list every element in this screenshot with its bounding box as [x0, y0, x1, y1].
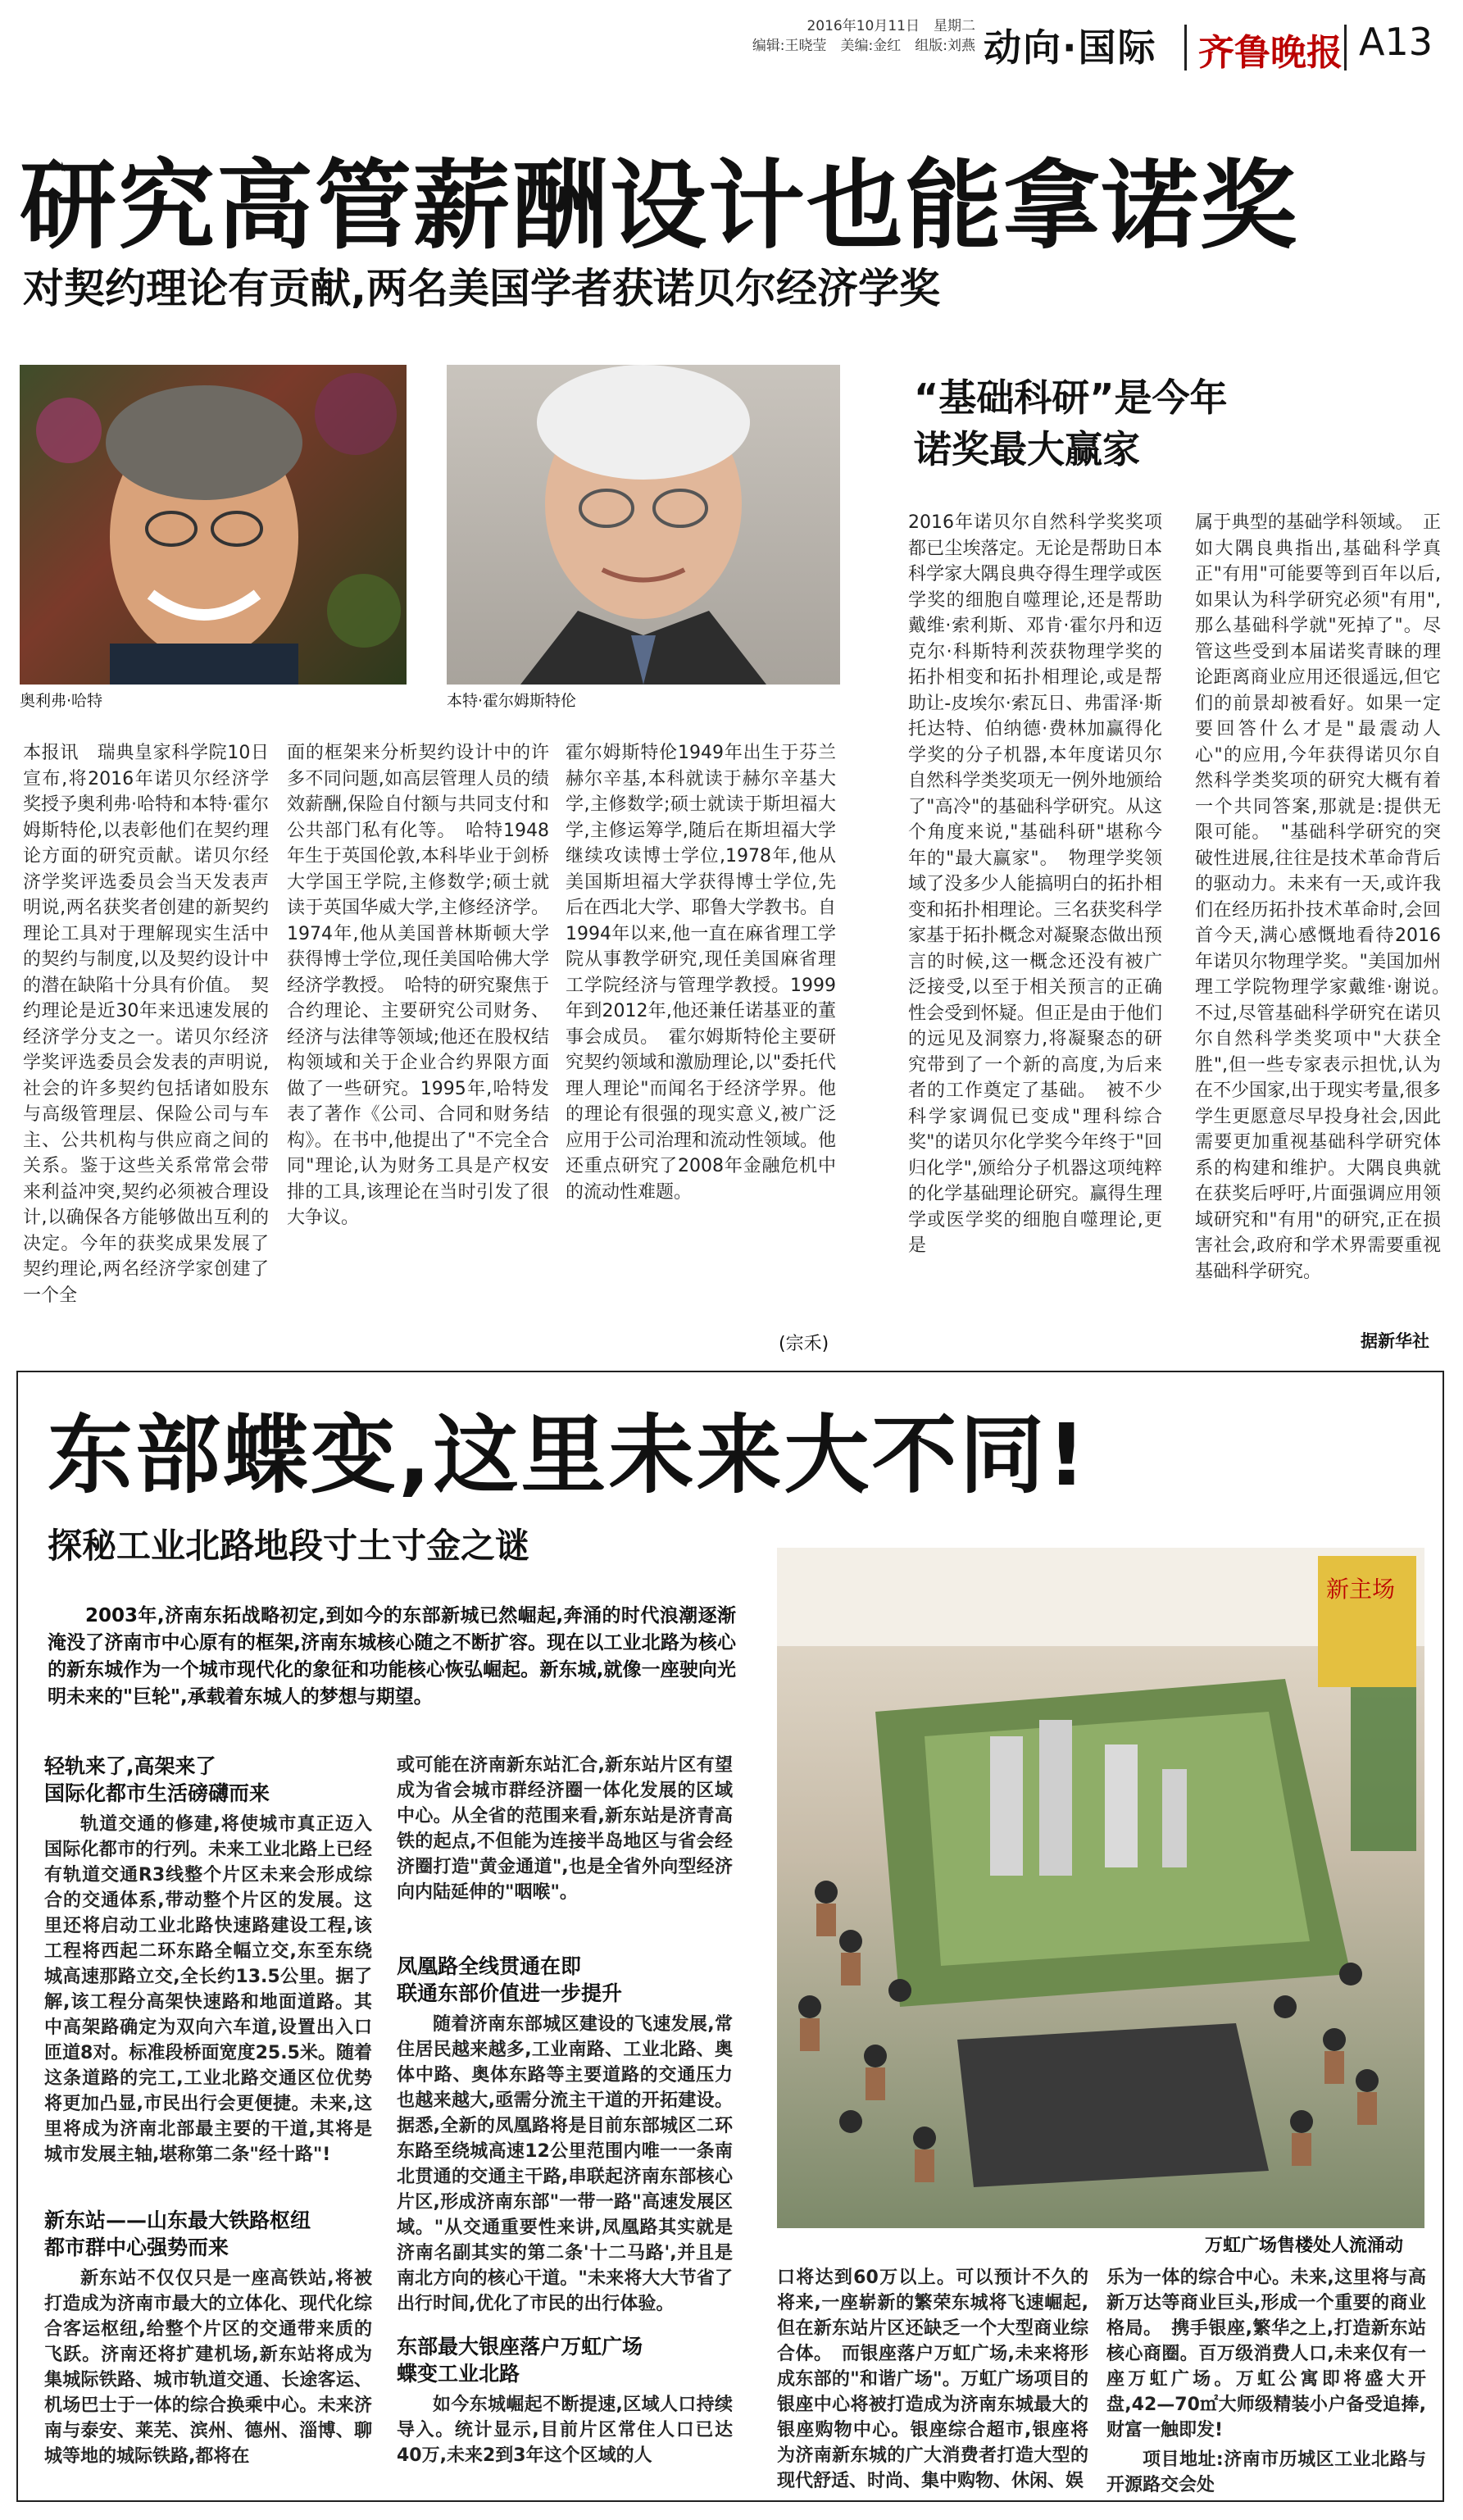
- sidebar-column-2: [1195, 510, 1460, 1321]
- section-text: 随着济南东部城区建设的飞速发展,常住居民越来越多,工业南路、工业北路、奥体中路、奥体东路等主要道路的交通压力也越来越大,亟需分流主干道的开拓建设。据悉,全新的凤凰路将是目前东部城区二环东路至绕城高速12公里范围内唯一一条南北贯通的交通主干路,串联起济南东部核心片区,形成济南东部"一带一路"高速发展区域。"从交通重要性来讲,凤凰路其实就是济南名副其实的第二条'十二马路',并且是南北方向的核心干道。"未来将大大节省了出行时间,优化了市民的出行体验。: [397, 2014, 733, 2314]
- story-body-column-1: [23, 740, 269, 1363]
- section-title-inzone: 东部最大银座落户万虹广场: [397, 2335, 643, 2359]
- story-subhead: 对契约理论有贡献,两名美国学者获诺贝尔经济学奖: [23, 265, 940, 312]
- feature-subhead: 探秘工业北路地段寸土寸金之谜: [48, 1526, 530, 1566]
- section-body-light-rail: [44, 1812, 372, 2199]
- section-title-east-station: 新东站——山东最大铁路枢纽: [44, 2208, 311, 2232]
- sidebar-title-line2: 诺奖最大赢家: [914, 427, 1140, 471]
- section-text: 或可能在济南新东站汇合,新东站片区有望成为省会城市群经济圈一体化发展的区域中心。从全省的范围来看,新东站是济青高铁的起点,不但能为连接半岛地区与省会经济圈打造"黄金通道",也是全省外向型经济向内陆延伸的"咽喉"。: [397, 1755, 733, 1903]
- portrait-photo-hart: [20, 365, 407, 685]
- section-title-phoenix-road-sub: 联通东部价值进一步提升: [397, 1981, 623, 2005]
- section-title: 动向·国际: [984, 25, 1157, 70]
- section-body-continued: [397, 1753, 733, 1931]
- story-text: 霍尔姆斯特伦1949年出生于芬兰赫尔辛基,本科就读于赫尔辛基大学,主修数学;硕士就读于斯坦福大学,主修运筹学,随后在斯坦福大学继续攻读博士学位,1978年,他从美国斯坦福大学获得博士学位,先后在西北大学、耶鲁大学教书。自1994年以来,他一直在麻省理工学院从事教学研究,现任美国麻省理工学院经济与管理学教授。1999年到2012年,他还兼任诺基亚的董事会成员。 霍尔姆斯特伦主要研究契约领域和激励理论,以"委托代理人理论"而闻名于经济学界。他的理论有很强的现实意义,被广泛应用于公司治理和流动性领域。他还重点研究了2008年金融危机中的流动性难题。: [566, 743, 837, 1203]
- section-title-light-rail: 轻轨来了,高架来了: [44, 1754, 216, 1778]
- issue-date: 2016年10月11日 星期二: [806, 18, 975, 34]
- feature-photo-caption: 万虹广场售楼处人流涌动: [1205, 2236, 1404, 2256]
- story-signature: (宗禾): [779, 1334, 829, 1354]
- masthead-meta: [721, 16, 975, 56]
- feature-headline: 东部蝶变,这里未来大不同!: [48, 1405, 1088, 1505]
- portrait-illustration: [20, 365, 407, 685]
- story-body-column-2: [287, 740, 549, 1363]
- portrait-photo-holmstrom: [447, 365, 840, 685]
- story-text: 面的框架来分析契约设计中的许多不同问题,如高层管理人员的绩效薪酬,保险自付额与共同支付和公共部门私有化等。 哈特1948年生于英国伦敦,本科毕业于剑桥大学国王学院,主修数学;硕士就读于英国华威大学,主修经济学。1974年,他从美国普林斯顿大学获得博士学位,现任美国哈佛大学经济学教授。 哈特的研究聚焦于合约理论、主要研究公司财务、经济与法律等领域;他还在股权结构领域和关于企业合约界限方面做了一些研究。1995年,哈特发表了著作《公司、合同和财务结构》。在书中,他提出了"不完全合同"理论,认为财务工具是产权安排的工具,该理论在当时引发了很大争议。: [287, 743, 549, 1228]
- section-body-closing: [1106, 2265, 1426, 2444]
- story-text: 本报讯 瑞典皇家科学院10日宣布,将2016年诺贝尔经济学奖授予奥利弗·哈特和本特·霍尔姆斯特伦,以表彰他们在契约理论方面的研究贡献。诺贝尔经济学奖评选委员会当天发表声明说,两名获奖者创建的新契约理论工具对于理解现实生活中的契约与制度,以及契约设计中的潜在缺陷十分具有价值。 契约理论是近30年来迅速发展的经济学分支之一。诺贝尔经济学奖评选委员会发表的声明说,社会的许多契约包括诸如股东与高级管理层、保险公司与车主、公共机构与供应商之间的关系。鉴于这些关系常常会带来利益冲突,契约必须被合理设计,以确保各方能够做出互利的决定。今年的获奖成果发展了契约理论,两名经济学家创建了一个全: [23, 743, 269, 1306]
- section-title-inzone-sub: 蝶变工业北路: [397, 2362, 520, 2386]
- section-body-inzone: [397, 2392, 733, 2471]
- section-text: 口将达到60万以上。可以预计不久的将来,一座崭新的繁荣东城将飞速崛起,但在新东站片区还缺乏一个大型商业综合体。 而银座落户万虹广场,未来将形成东部的"和谐广场"。万虹广场项目的银座中心将被打造成为济南东城最大的银座购物中心。银座综合超市,银座将为济南新东城的广大消费者打造大型的现代舒适、时尚、集中购物、休闲、娱: [777, 2268, 1088, 2491]
- photo-caption-holmstrom: 本特·霍尔姆斯特伦: [447, 692, 577, 710]
- sidebar-source: 据新华社: [1361, 1331, 1429, 1351]
- project-address: [1106, 2447, 1426, 2498]
- feature-column-3: [777, 2265, 1088, 2491]
- feature-photo: [777, 1548, 1424, 2228]
- sidebar-text: 2016年诺贝尔自然科学奖奖项都已尘埃落定。无论是帮助日本科学家大隅良典夺得生理学或医学奖的细胞自噬理论,还是帮助戴维·索利斯、邓肯·霍尔丹和迈克尔·科斯特利茨获物理学奖的拓扑相变和拓扑相理论,或是帮助让-皮埃尔·索瓦日、弗雷泽·斯托达特、伯纳德·费林加赢得化学奖的分子机器,本年度诺贝尔自然科学类奖项无一例外地颁给了"高冷"的基础科学研究。从这个角度来说,"基础科研"堪称今年的"最大赢家"。 物理学奖领域了没多少人能搞明白的拓扑相变和拓扑相理论。三名获奖科学家基于拓扑概念对凝聚态做出预言的时候,这一概念还没有被广泛接受,以至于相关预言的正确性会受到怀疑。但正是由于他们的远见及洞察力,将凝聚态的研究带到了一个新的高度,为后来者的工作奠定了基础。 被不少科学家调侃已变成"理科综合奖"的诺贝尔化学奖今年终于"回归化学",颁给分子机器这项纯粹的化学基础理论研究。赢得生理学或医学奖的细胞自噬理论,更是: [908, 512, 1162, 1256]
- section-text: 新东站不仅仅只是一座高铁站,将被打造成为济南市最大的立体化、现代化综合客运枢纽,给整个片区的交通带来质的飞跃。济南还将扩建机场,新东站将成为集城际铁路、城市轨道交通、长途客运、机场巴士于一体的综合换乘中心。未来济南与泰安、莱芜、滨州、德州、淄博、聊城等地的城际铁路,都将在: [44, 2268, 372, 2467]
- photo-caption-hart: 奥利弗·哈特: [20, 692, 103, 710]
- section-title-phoenix-road: 凤凰路全线贯通在即: [397, 1954, 582, 1978]
- feature-column-2: [397, 1753, 733, 2471]
- feature-lead: [48, 1603, 736, 1738]
- section-body-phoenix-road: [397, 2012, 733, 2325]
- feature-column-1: [44, 1753, 372, 2520]
- story-body-column-3: [566, 740, 836, 1314]
- header-divider: [1344, 25, 1347, 71]
- feature-lead-text: 2003年,济南东拓战略初定,到如今的东部新城已然崛起,奔涌的时代浪潮逐渐淹没了济南市中心原有的框架,济南东城核心随之不断扩容。现在以工业北路为核心的新东城作为一个城市现代化的象征和功能核心恢弘崛起。新东城,就像一座驶向光明未来的"巨轮",承载着东城人的梦想与期望。: [48, 1605, 736, 1708]
- sidebar-title-line1: “基础科研”是今年: [914, 375, 1228, 420]
- sidebar-column-1: [908, 510, 1162, 1346]
- section-text: 乐为一体的综合中心。未来,这里将与高新万达等商业巨头,形成一个重要的商业格局。 携手银座,繁华之上,打造新东站核心商圈。百万级消费人口,未来仅有一座万虹广场。万虹公寓即将盛大开盘,42—70㎡大师级精装小户备受追捧,财富一触即发!: [1106, 2268, 1426, 2440]
- header-divider: [1184, 25, 1187, 71]
- section-text: 轨道交通的修建,将使城市真正迈入国际化都市的行列。未来工业北路上已经有轨道交通R3线整个片区未来会形成综合的交通体系,带动整个片区的发展。这里还将启动工业北路快速路建设工程,该工程将西起二环东路全幅立交,东至东绕城高速那路立交,全长约13.5公里。据了解,该工程分高架快速路和地面道路。其中高架路确定为双向六车道,设置出入口匝道8对。标准段桥面宽度25.5米。随着这条道路的完工,工业北路交通区位优势将更加凸显,市民出行会更便捷。未来,这里将成为济南北部最主要的干道,其将是城市发展主轴,堪称第二条"经十路"!: [44, 1814, 372, 2165]
- story-headline: 研究高管薪酬设计也能拿诺奖: [20, 149, 1299, 262]
- section-text: 如今东城崛起不断提速,区域人口持续导入。统计显示,目前片区常住人口已达40万,未来2到3年这个区域的人: [397, 2395, 733, 2466]
- portrait-illustration: [447, 365, 840, 685]
- sidebar-text: 属于典型的基础学科领域。 正如大隅良典指出,基础科学真正"有用"可能要等到百年以后,如果认为科学研究必须"有用",那么基础科学就"死掉了"。尽管这些受到本届诺奖青睐的理论距离商业应用还很遥远,但它们的前景却被看好。如果一定要回答什么才是"最震动人心"的应用,今年获得诺贝尔自然科学类奖项的研究大概有着一个共同答案,那就是:提供无限可能。 "基础科学研究的突破性进展,往往是技术革命背后的驱动力。未来有一天,或许我们在经历拓扑技术革命时,会回首今天,满心感慨地看待2016年诺贝尔物理学奖。"美国加州理工学院物理学家戴维·谢说。 不过,尽管基础科学研究在诺贝尔自然科学类奖项中"大获全胜",但一些专家表示担忧,认为在不少国家,出于现实考量,很多学生更愿意尽早投身社会,因此需要更加重视基础科学研究体系的构建和维护。大隅良典就在获奖后呼吁,片面强调应用领域研究和"有用"的研究,正在损害社会,政府和学术界需要重视基础科学研究。: [1195, 512, 1460, 1282]
- section-title-light-rail-sub: 国际化都市生活磅礴而来: [44, 1781, 270, 1805]
- section-title-east-station-sub: 都市群中心强势而来: [44, 2236, 229, 2259]
- feature-column-4: [1106, 2265, 1426, 2498]
- paper-name: 齐鲁晚报: [1198, 32, 1343, 74]
- section-body-east-station: [44, 2266, 372, 2520]
- editor-credits: 编辑:王晓莹 美编:金红 组版:刘燕: [752, 38, 975, 54]
- sign-text: 新主场: [1326, 1576, 1396, 1603]
- page-number: A13: [1359, 20, 1433, 64]
- address-text: 项目地址:济南市历城区工业北路与开源路交会处: [1106, 2449, 1426, 2495]
- showroom-illustration: [777, 1548, 1424, 2228]
